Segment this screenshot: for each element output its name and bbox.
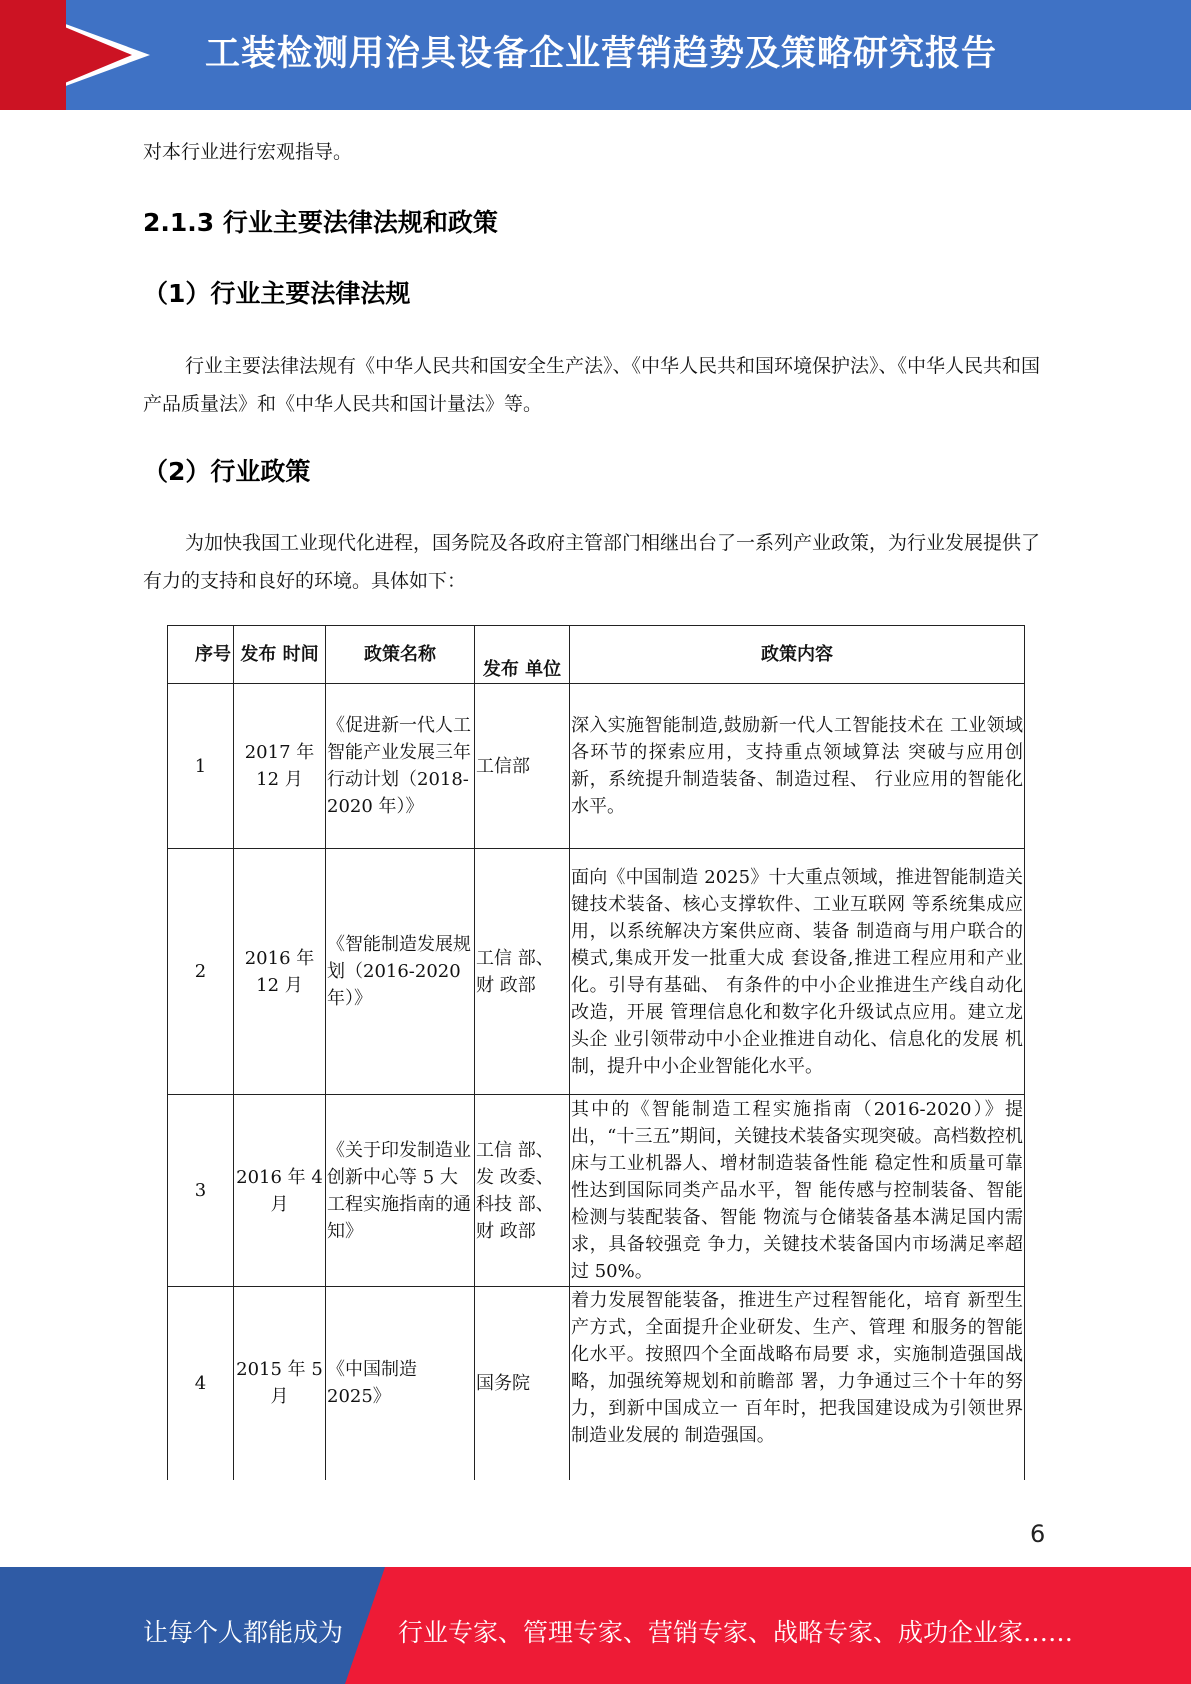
subsection-policy-title: （2）行业政策 <box>143 457 311 486</box>
report-title: 工装检测用治具设备企业营销趋势及策略研究报告 <box>205 34 998 74</box>
table-row <box>168 1095 1025 1287</box>
subsection-laws-title: （1）行业主要法律法规 <box>143 279 411 308</box>
footer-slogan-left: 让每个人都能成为 <box>143 1618 344 1647</box>
row-no: 2 <box>168 849 234 1095</box>
row-policy-name: 《智能制造发展规划（2016-2020 年）》 <box>326 849 475 1095</box>
row-date: 2017 年 12 月 <box>234 684 326 849</box>
page-header <box>0 0 1191 110</box>
policy-paragraph: 为加快我国工业现代化进程，国务院及各政府主管部门相继出台了一系列产业政策，为行业发展提供了有力的支持和良好的环境。具体如下： <box>143 532 1041 592</box>
header-unit: 发布 单位 <box>475 626 570 684</box>
table-row <box>168 684 1025 849</box>
row-content: 深入实施智能制造,鼓励新一代人工智能技术在 工业领域各环节的探索应用，支持重点领域算法 突破与应用创新，系统提升制造装备、制造过程、 行业应用的智能化水平。 <box>570 684 1025 849</box>
row-no: 4 <box>168 1287 234 1480</box>
header-content: 政策内容 <box>570 626 1025 684</box>
row-unit: 工信部 <box>475 684 570 849</box>
row-no: 3 <box>168 1095 234 1287</box>
row-unit: 国务院 <box>475 1287 570 1480</box>
row-content: 其中的《智能制造工程实施指南（2016-2020）》提出，“十三五”期间，关键技术装备实现突破。高档数控机床与工业机器人、增材制造装备性能 稳定性和质量可靠性达到国际同类产品水平，智 能传感与控制装备、智能检测与装配装备、智能 物流与仓储装备基本满足国内需求，具备较强竞 争力，关键技术装备国内市场满足率超过 50%。 <box>570 1095 1025 1287</box>
header-no: 序号 <box>168 626 234 684</box>
footer-blue-slant <box>345 1567 385 1684</box>
table-header-row <box>168 626 1025 684</box>
footer-slogan-right: 行业专家、管理专家、营销专家、战略专家、成功企业家…… <box>398 1618 1074 1647</box>
header-red-block <box>0 0 66 110</box>
header-date: 发布 时间 <box>234 626 326 684</box>
intro-line: 对本行业进行宏观指导。 <box>143 141 353 163</box>
row-policy-name: 《中国制造 2025》 <box>326 1287 475 1480</box>
row-date: 2016 年 12 月 <box>234 849 326 1095</box>
table-row <box>168 1287 1025 1480</box>
row-unit: 工信 部、财 政部 <box>475 849 570 1095</box>
section-title: 2.1.3 行业主要法律法规和政策 <box>143 208 498 237</box>
table-row <box>168 849 1025 1095</box>
row-no: 1 <box>168 684 234 849</box>
row-policy-name: 《关于印发制造业创新中心等 5 大工程实施指南的通知》 <box>326 1095 475 1287</box>
row-policy-name: 《促进新一代人工智能产业发展三年行动计划（2018-2020 年）》 <box>326 684 475 849</box>
row-date: 2015 年 5 月 <box>234 1287 326 1480</box>
page-number: 6 <box>1030 1520 1046 1548</box>
row-unit: 工信 部、发 改委、科技 部、财 政部 <box>475 1095 570 1287</box>
row-content: 着力发展智能装备，推进生产过程智能化，培育 新型生产方式，全面提升企业研发、生产、管理 和服务的智能化水平。按照四个全面战略布局要 求，实施制造强国战略，加强统筹规划和前瞻部 署，力争通过三个十年的努力，到新中国成立一 百年时，把我国建设成为引领世界制造业发展的 制造强国。 <box>570 1287 1025 1480</box>
row-date: 2016 年 4 月 <box>234 1095 326 1287</box>
row-content: 面向《中国制造 2025》十大重点领域，推进智能制造关键技术装备、核心支撑软件、工业互联网 等系统集成应用，以系统解决方案供应商、装备 制造商与用户联合的模式,集成开发一批重大成 套设备,推进工程应用和产业化。引导有基础、 有条件的中小企业推进生产线自动化改造，开展 管理信息化和数字化升级试点应用。建立龙头企 业引领带动中小企业推进自动化、信息化的发展 机制，提升中小企业智能化水平。 <box>570 849 1025 1095</box>
laws-paragraph: 行业主要法律法规有《中华人民共和国安全生产法》、《中华人民共和国环境保护法》、《中华人民共和国产品质量法》和《中华人民共和国计量法》等。 <box>143 355 1041 415</box>
page-footer <box>0 1567 1191 1684</box>
policy-table <box>167 625 1025 1480</box>
header-name: 政策名称 <box>326 626 475 684</box>
